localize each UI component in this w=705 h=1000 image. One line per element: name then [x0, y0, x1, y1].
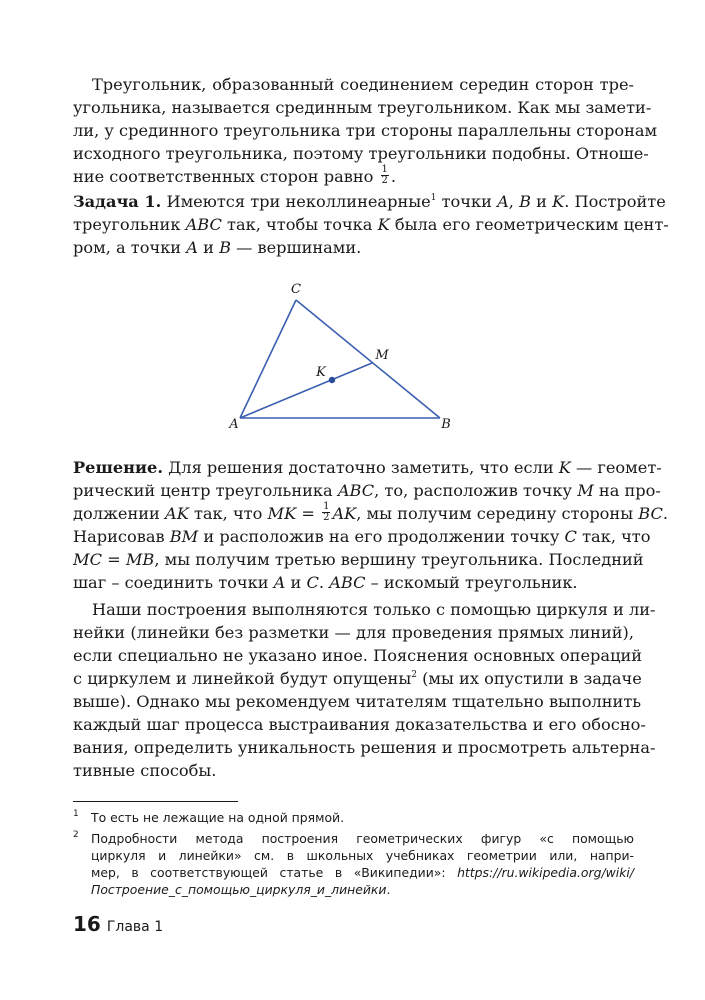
- text-run: =: [107, 550, 121, 569]
- text-run: так, что: [193, 504, 263, 523]
- text-run: и: [203, 238, 214, 257]
- fraction-denominator: 2: [323, 512, 330, 523]
- var-AK: AK: [332, 504, 357, 523]
- var-ABC: ABC: [337, 481, 375, 500]
- text-run: шаг – соединить точки: [73, 573, 269, 592]
- text-run: (мы их опустили в задаче: [422, 669, 642, 688]
- text-run: — геомет-: [576, 458, 662, 477]
- var-C: C: [306, 573, 319, 592]
- text-line: нейки (линейки без разметки — для проведения прямых линий),: [73, 623, 634, 642]
- label-K: K: [316, 365, 326, 380]
- var-MK: MK: [267, 504, 297, 523]
- text-run: так, что: [582, 527, 651, 546]
- footnote-text: Подробности метода построения геометрических фигур «с помощью: [91, 831, 634, 846]
- var-K: K: [558, 458, 571, 477]
- text-run: рический центр треугольника: [73, 481, 333, 500]
- text-line: [73, 236, 634, 259]
- text-line: исходного треугольника, поэтому треугольники подобны. Отноше-: [73, 144, 649, 163]
- var-K: K: [552, 192, 565, 211]
- task-label: Задача 1.: [73, 192, 162, 211]
- triangle-figure: [222, 276, 462, 436]
- task-1: [73, 190, 669, 259]
- text-run: мер, в соответствующей статье в «Википедии»:: [91, 865, 446, 880]
- fraction-one-half: [322, 502, 330, 523]
- text-line: [73, 456, 662, 479]
- side-BC: [296, 300, 440, 418]
- text-line: [73, 190, 666, 213]
- label-B: B: [441, 417, 451, 432]
- var-MB: MB: [125, 550, 155, 569]
- text-line: [73, 667, 642, 690]
- paragraph-median-triangle: [73, 73, 658, 188]
- var-ABC: ABC: [185, 215, 222, 234]
- var-C: C: [564, 527, 577, 546]
- text-line: Треугольник, образованный соединением середин сторон тре-: [92, 75, 634, 94]
- text-run: Нарисовав: [73, 527, 165, 546]
- text-run: с циркулем и линейкой будут опущены: [73, 669, 412, 688]
- text-run: и расположив на его продолжении точку: [203, 527, 560, 546]
- text-run: на про-: [598, 481, 661, 500]
- footnote-1: [73, 809, 634, 826]
- point-K: [329, 377, 335, 383]
- text-run: Имеются три неколлинеарные: [166, 192, 431, 211]
- text-line: Наши построения выполняются только с помощью циркуля и ли-: [92, 600, 656, 619]
- text-run: — вершинами.: [236, 238, 362, 257]
- text-run: так, чтобы точка: [227, 215, 373, 234]
- text-line: [73, 571, 634, 594]
- text-line: тивные способы.: [73, 761, 217, 780]
- var-B: B: [219, 238, 231, 257]
- footnote-separator: [73, 801, 238, 802]
- page-number: 16: [73, 912, 101, 936]
- wikipedia-link-continued[interactable]: Построение_с_помощью_циркуля_и_линейки: [91, 882, 387, 897]
- text-run: ром, а точки: [73, 238, 182, 257]
- text-run: .: [390, 167, 397, 186]
- text-run: и: [536, 192, 547, 211]
- var-M: M: [577, 481, 594, 500]
- text-line: вания, определить уникальность решения и просмотреть альтерна-: [73, 738, 656, 757]
- chapter-title: Глава 1: [106, 919, 164, 935]
- fraction-numerator: 1: [323, 501, 330, 512]
- label-M: M: [375, 348, 389, 363]
- text-run: , мы получим середину стороны: [356, 504, 634, 523]
- footnote-ref-1[interactable]: 1: [430, 192, 437, 203]
- footnote-mark: 1: [73, 809, 79, 819]
- side-AC: [240, 300, 296, 418]
- text-line: [73, 548, 644, 571]
- text-line: если специально не указано иное. Пояснения основных операций: [73, 646, 643, 665]
- fraction-denominator: 2: [381, 175, 388, 186]
- solution: [73, 456, 669, 594]
- text-line: ли, у срединного треугольника три стороны параллельны сторонам: [73, 121, 658, 140]
- text-run: .: [318, 573, 325, 592]
- median-AM: [240, 363, 372, 418]
- text-line: угольника, называется срединным треугольником. Как мы замети-: [73, 98, 652, 117]
- text-run: Для решения достаточно заметить, что если: [168, 458, 554, 477]
- text-line: [73, 479, 661, 502]
- text-line: [73, 525, 651, 548]
- text-run: была его геометрическим цент-: [394, 215, 669, 234]
- text-run: треугольник: [73, 215, 181, 234]
- text-run: должении: [73, 504, 160, 523]
- text-run: , мы получим третью вершину треугольника. Последний: [154, 550, 644, 569]
- var-AK: AK: [165, 504, 189, 523]
- text-line: выше). Однако мы рекомендуем читателям тщательно выполнить: [73, 692, 642, 711]
- text-line: [73, 165, 634, 188]
- text-run: ние соответственных сторон равно: [73, 167, 374, 186]
- text-run: точки: [441, 192, 492, 211]
- text-run: =: [301, 504, 315, 523]
- var-MC: MC: [73, 550, 102, 569]
- paragraph-construction-rules: [73, 598, 656, 782]
- var-A: A: [497, 192, 509, 211]
- footnote-2: [73, 830, 634, 898]
- fraction-numerator: 1: [381, 164, 388, 175]
- page-footer: [73, 912, 163, 936]
- text-line: [73, 213, 669, 236]
- footnote-text: [91, 864, 634, 881]
- text-line: каждый шаг процесса выстраивания доказательства и его обосно-: [73, 715, 646, 734]
- text-run: . Постройте: [564, 192, 666, 211]
- var-B: B: [519, 192, 531, 211]
- text-line: [73, 501, 669, 525]
- label-C: C: [291, 282, 301, 297]
- var-BC: BC: [638, 504, 663, 523]
- fraction-one-half: [381, 165, 389, 186]
- footnote-text: циркуля и линейки» см. в школьных учебниках геометрии или, напри-: [91, 848, 634, 863]
- var-ABC: ABC: [329, 573, 366, 592]
- footnote-text: То есть не лежащие на одной прямой.: [91, 810, 345, 825]
- solution-label: Решение.: [73, 458, 163, 477]
- footnote-text: [91, 881, 634, 898]
- var-A: A: [186, 238, 198, 257]
- var-A: A: [273, 573, 286, 592]
- text-run: и: [290, 573, 302, 592]
- label-A: A: [229, 417, 239, 432]
- footnote-ref-2[interactable]: 2: [411, 669, 417, 680]
- text-run: ,: [508, 192, 514, 211]
- text-run: – искомый треугольник.: [370, 573, 578, 592]
- var-BM: BM: [169, 527, 199, 546]
- wikipedia-link[interactable]: https://ru.wikipedia.org/wiki/: [457, 865, 634, 880]
- text-run: .: [386, 882, 391, 897]
- text-run: .: [662, 504, 669, 523]
- text-run: , то, расположив точку: [374, 481, 573, 500]
- footnote-mark: 2: [73, 830, 79, 840]
- var-K: K: [377, 215, 390, 234]
